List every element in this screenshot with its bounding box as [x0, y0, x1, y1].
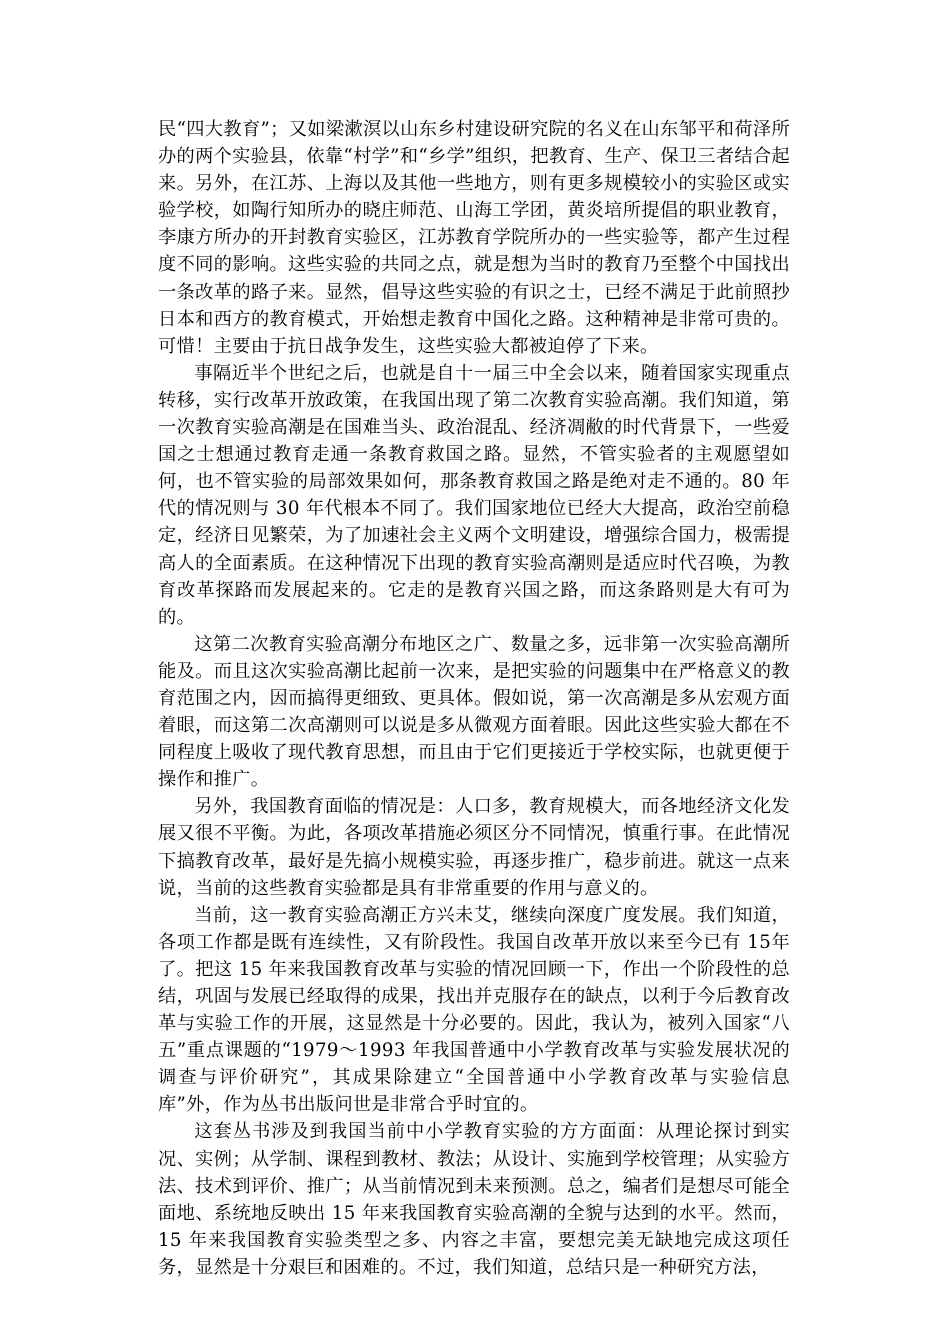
- paragraph-continued: 民“四大教育”；又如梁漱溟以山东乡村建设研究院的名义在山东邹平和荷泽所办的两个实验县，依靠“村学”和“乡学”组织，把教育、生产、保卫三者结合起来。另外，在江苏、上海以及其他一些地方，则有更多规模较小的实验区或实验学校，如陶行知所办的晓庄师范、山海工学团，黄炎培所提倡的职业教育，李康方所办的开封教育实验区，江苏教育学院所办的一些实验等，都产生过程度不同的影响。这些实验的共同之点，就是想为当时的教育乃至整个中国找出一条改革的路子来。显然，倡导这些实验的有识之士，已经不满足于此前照抄日本和西方的教育模式，开始想走教育中国化之路。这种精神是非常可贵的。可惜！主要由于抗日战争发生，这些实验大都被迫停了下来。: [158, 119, 790, 357]
- paragraph: 这套丛书涉及到我国当前中小学教育实验的方方面面：从理论探讨到实况、实例；从学制、课程到教材、教法；从设计、实施到学校管理；从实验方法、技术到评价、推广；从当前情况到未来预测。总之，编者们是想尽可能全面地、系统地反映出 15 年来我国教育实验高潮的全貌与达到的水平。然而，15 年来我国教育实验类型之多、内容之丰富，要想完美无缺地完成这项任务，显然是十分艰巨和困难的。不过，我们知道，总结只是一种研究方法，: [158, 1121, 790, 1278]
- paragraph: 事隔近半个世纪之后，也就是自十一届三中全会以来，随着国家实现重点转移，实行改革开放政策，在我国出现了第二次教育实验高潮。我们知道，第一次教育实验高潮是在国难当头、政治混乱、经济凋敝的时代背景下，一些爱国之士想通过教育走通一条教育救国之路。显然，不管实验者的主观愿望如何，也不管实验的局部效果如何，那条教育救国之路是绝对走不通的。80 年代的情况则与 30 年代根本不同了。我们国家地位已经大大提高，政治空前稳定，经济日见繁荣，为了加速社会主义两个文明建设，增强综合国力，极需提高人的全面素质。在这种情况下出现的教育实验高潮则是适应时代召唤，为教育改革探路而发展起来的。它走的是教育兴国之路，而这条路则是大有可为的。: [158, 362, 790, 628]
- paragraph: 这第二次教育实验高潮分布地区之广、数量之多，远非第一次实验高潮所能及。而且这次实验高潮比起前一次来，是把实验的问题集中在严格意义的教育范围之内，因而搞得更细致、更具体。假如说，第一次高潮是多从宏观方面着眼，而这第二次高潮则可以说是多从微观方面着眼。因此这些实验大都在不同程度上吸收了现代教育思想，而且由于它们更接近于学校实际，也就更便于操作和推广。: [158, 633, 790, 791]
- paragraph: 另外，我国教育面临的情况是：人口多，教育规模大，而各地经济文化发展又很不平衡。为此，各项改革措施必须区分不同情况，慎重行事。在此情况下搞教育改革，最好是先搞小规模实验，再逐步推广，稳步前进。就这一点来说，当前的这些教育实验都是具有非常重要的作用与意义的。: [158, 796, 790, 899]
- body-text: [158, 116, 790, 1281]
- paragraph: 当前，这一教育实验高潮正方兴未艾，继续向深度广度发展。我们知道，各项工作都是既有连续性，又有阶段性。我国自改革开放以来至今已有 15年了。把这 15 年来我国教育改革与实验的情况回顾一下，作出一个阶段性的总结，巩固与发展已经取得的成果，找出并克服存在的缺点，以利于今后教育改革与实验工作的开展，这显然是十分必要的。因此，我认为，被列入国家“八五”重点课题的“1979～1993 年我国普通中小学教育改革与实验发展状况的调查与评价研究”，其成果除建立“全国普通中小学教育改革与实验信息库”外，作为丛书出版问世是非常合乎时宜的。: [158, 904, 790, 1116]
